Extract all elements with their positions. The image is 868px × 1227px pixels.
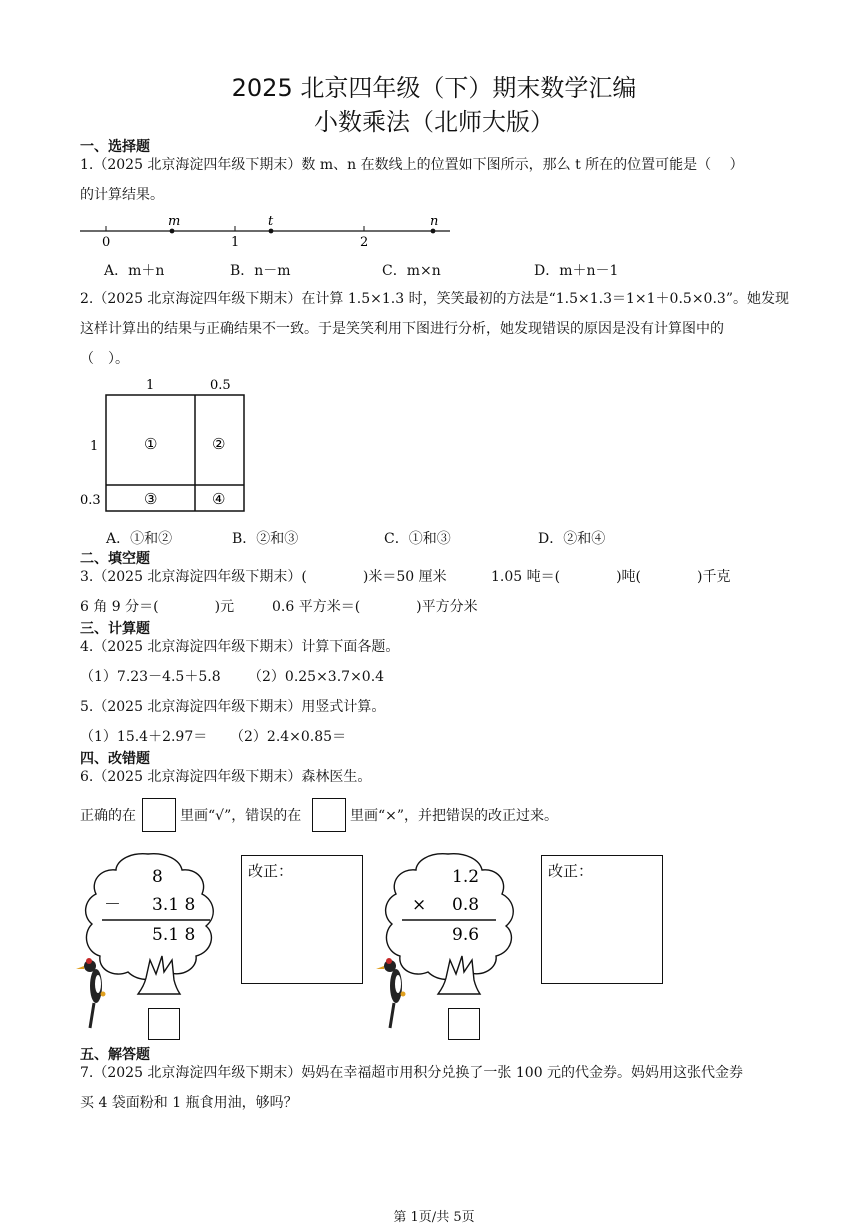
section-heading-correct: 四、改错题 — [80, 751, 150, 767]
page-subtitle: 小数乘法（北师大版） — [314, 108, 554, 136]
q6-instruction-a: 正确的在 — [80, 808, 136, 824]
number-line-figure — [78, 208, 458, 250]
top-label-0-5: 0.5 — [210, 378, 231, 393]
question-3-text-b: 1.05 吨＝( )吨( )千克 — [491, 569, 731, 585]
q2-option-a[interactable]: A．①和② — [106, 531, 173, 547]
question-4-text: 4.（2025 北京海淀四年级下期末）计算下面各题。 — [80, 639, 400, 655]
question-1-text: 1.（2025 北京海淀四年级下期末）数 m、n 在数线上的位置如下图所示，那么 t 所在的位置可能是（ ） — [80, 157, 744, 173]
tree2-operand-bottom: 0.8 — [452, 895, 480, 915]
label-1: 1 — [231, 235, 240, 250]
question-2-text-end: （ ）。 — [80, 351, 129, 367]
question-5-text: 5.（2025 北京海淀四年级下期末）用竖式计算。 — [80, 699, 386, 715]
page-footer: 第 1页/共 5页 — [393, 1210, 475, 1225]
question-7-text: 7.（2025 北京海淀四年级下期末）妈妈在幸福超市用积分兑换了一张 100 元的代金券。妈妈用这张代金券 — [80, 1065, 744, 1081]
question-2-text: 2.（2025 北京海淀四年级下期末）在计算 1.5×1.3 时，笑笑最初的方法是“1.5×1.3＝1×1＋0.5×0.3”。她发现 — [80, 291, 789, 307]
tree2-result: 9.6 — [452, 925, 480, 945]
label-0: 0 — [102, 235, 111, 250]
woodpecker-icon — [76, 958, 106, 1028]
correction-box-2[interactable] — [541, 855, 663, 984]
question-3-text-c: 6 角 9 分＝( )元 — [80, 599, 235, 615]
question-7-text-cont: 买 4 袋面粉和 1 瓶食用油，够吗？ — [80, 1095, 298, 1111]
correction-box-1[interactable] — [241, 855, 363, 984]
left-label-1: 1 — [90, 439, 99, 454]
section-heading-answer: 五、解答题 — [80, 1047, 150, 1063]
q1-option-b[interactable]: B．n－m — [230, 263, 291, 279]
tree1-result: 5.1 8 — [152, 925, 196, 945]
q6-instruction-b: 里画“√”，错误的在 — [180, 808, 302, 824]
question-5-part-1: （1）15.4＋2.97＝ — [80, 729, 208, 745]
section-heading-fill: 二、填空题 — [80, 551, 150, 567]
tree1-operand-top: 8 — [152, 867, 163, 887]
section-heading-calc: 三、计算题 — [80, 621, 150, 637]
q6-instruction-box-2 — [312, 798, 346, 832]
label-t: t — [268, 214, 274, 229]
tree1-operand-bottom: 3.1 8 — [152, 895, 196, 915]
tree-problem-1 — [76, 848, 226, 1034]
tree-problem-2 — [376, 848, 526, 1034]
question-1-text-cont: 的计算结果。 — [80, 187, 164, 203]
woodpecker-icon — [376, 958, 406, 1028]
point-m — [170, 229, 175, 234]
tree2-operand-top: 1.2 — [452, 867, 480, 887]
q1-option-c[interactable]: C．m×n — [382, 263, 441, 279]
region-2-label: ② — [212, 435, 226, 453]
question-4-part-1: （1）7.23－4.5＋5.8 — [80, 669, 221, 685]
label-n: n — [430, 214, 439, 229]
area-model-figure — [76, 374, 256, 520]
tree2-answer-box[interactable] — [448, 1008, 480, 1040]
q2-option-d[interactable]: D．②和④ — [538, 531, 606, 547]
q6-instruction-c: 里画“×”，并把错误的改正过来。 — [350, 808, 559, 824]
label-m: m — [168, 214, 181, 229]
q2-option-c[interactable]: C．①和③ — [384, 531, 451, 547]
q1-option-d[interactable]: D．m＋n－1 — [534, 263, 619, 279]
tree1-operator: － — [104, 895, 121, 915]
q1-option-a[interactable]: A．m＋n — [104, 263, 165, 279]
question-4-part-2: （2）0.25×3.7×0.4 — [248, 669, 385, 685]
tree2-operator: × — [412, 895, 427, 915]
point-t — [269, 229, 274, 234]
question-5-part-2: （2）2.4×0.85＝ — [230, 729, 347, 745]
top-label-1: 1 — [146, 378, 155, 393]
q6-instruction-box-1 — [142, 798, 176, 832]
left-label-0-3: 0.3 — [80, 493, 101, 508]
region-1-label: ① — [144, 435, 158, 453]
region-3-label: ③ — [144, 490, 158, 508]
correction-label-1: 改正： — [248, 862, 294, 880]
q2-option-b[interactable]: B．②和③ — [232, 531, 299, 547]
question-6-text: 6.（2025 北京海淀四年级下期末）森林医生。 — [80, 769, 372, 785]
question-3-text-d: 0.6 平方米＝( )平方分米 — [272, 599, 478, 615]
question-3-text: 3.（2025 北京海淀四年级下期末）( )米＝50 厘米 — [80, 569, 447, 585]
correction-label-2: 改正： — [548, 862, 594, 880]
region-4-label: ④ — [212, 490, 226, 508]
tree1-answer-box[interactable] — [148, 1008, 180, 1040]
page-title: 2025 北京四年级（下）期末数学汇编 — [231, 74, 637, 102]
point-n — [431, 229, 436, 234]
section-heading-choice: 一、选择题 — [80, 139, 150, 155]
question-2-text-cont: 这样计算出的结果与正确结果不一致。于是笑笑利用下图进行分析，她发现错误的原因是没有计算图中的 — [80, 321, 724, 337]
label-2: 2 — [360, 235, 369, 250]
